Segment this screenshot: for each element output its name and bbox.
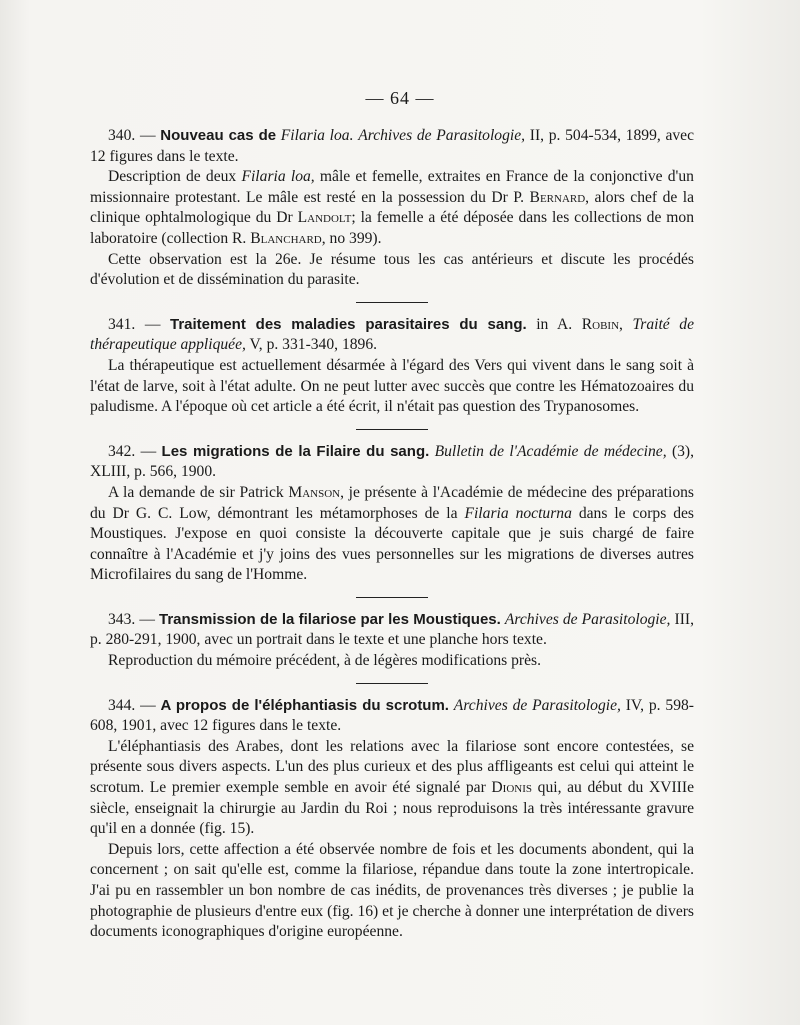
entry-paragraph: La thérapeutique est actuellement désarmée à l'égard des Vers qui vivent dans le sang soit à l'état de larve, soit à l'état adulte. On ne peut lutter avec succès que contre les Hématozoaires du paludisme. A l'époque où cet article a été écrit, il n'était pas question des Trypanosomes. [90, 356, 694, 416]
italic-run: Filaria loa, [241, 168, 315, 186]
separator-rule [356, 429, 428, 430]
entry-title: Traitement des maladies parasitaires du sang. [169, 315, 527, 333]
entry-title: A propos de l'éléphantiasis du scrotum. [160, 696, 449, 714]
entry-paragraph: Depuis lors, cette affection a été observée nombre de fois et les documents abondent, qui la concernent ; on sait qu'elle est, comme la filariose, répandue dans toute la zone intertropicale. J'ai pu en rassembler un bon nombre de cas inédits, de provenances très diverses ; je publie la photographie de plusieurs d'entre eux (fig. 16) et je cherche à donner une interprétation de divers documents iconographiques d'origine européenne. [90, 840, 694, 941]
entry-reference: II, p. 504-534, 1899, avec 12 figures dans le texte. [90, 127, 695, 165]
entry-343 [90, 610, 694, 672]
entry-number: 341. — [108, 315, 161, 333]
text-run: je présente à l'Académie de médecine des préparations du Dr G. C. Low, démontrant les métamorphoses de la [90, 483, 694, 522]
text-run: mâle et femelle, extraites en France de la conjonctive d'un missionnaire protestant. Le mâle est resté en la possession du Dr P. [90, 168, 694, 206]
entry-reference: IV, p. 598-608, 1901, avec 12 figures dans le texte. [90, 696, 694, 735]
entry-paragraph: Reproduction du mémoire précédent, à de légères modifications près. [108, 652, 542, 670]
entry-paragraph [90, 483, 694, 586]
text-run: ; la femelle a été déposée dans les collections de mon laboratoire (collection R. [90, 209, 694, 247]
separator-rule [356, 683, 428, 684]
entry-title: Nouveau cas de [160, 127, 277, 144]
text-run: alors chef de la clinique ophtalmologique du Dr [90, 188, 694, 227]
entry-342 [90, 442, 694, 586]
entry-reference: III, p. 280-291, 1900, avec un portrait dans le texte et une planche hors texte. [90, 610, 694, 649]
entry-reference: V, p. 331-340, 1896. [249, 336, 378, 354]
author-name: Landolt [297, 209, 352, 227]
text-run: L'éléphantiasis des Arabes, dont les relations avec la filariose sont encore contestées, se présente sous divers aspects. L'un des plus curieux et des plus affligeants est celui qui atteint le scrotum. Le premier exemple semble en avoir été signalé par [90, 737, 694, 797]
entry-source: Traité de thérapeutique appliquée, [90, 315, 694, 354]
author-name: Bernard, [529, 188, 590, 206]
author-name: Manson, [288, 483, 344, 501]
text-run: A la demande de sir Patrick [108, 483, 284, 501]
entry-source: Archives de Parasitologie, [453, 696, 621, 714]
page-number: — 64 — [365, 88, 435, 108]
entry-number: 343. — [108, 610, 155, 628]
page-body [90, 126, 694, 943]
text-run: dans le corps des Moustiques. J'expose en quoi consiste la découverte capitale que je suis chargé de faire connaître à l'Académie et j'y joins des vues personnelles sur les migrations de diverses autres Microfilaires du sang de l'Homme. [90, 504, 694, 584]
entry-340 [90, 126, 694, 291]
entry-heading [90, 696, 694, 737]
entry-source: Bulletin de l'Académie de médecine, [434, 442, 667, 460]
text-run: Description de deux [108, 168, 237, 186]
author-name: Blanchard, [250, 229, 326, 247]
separator-rule [356, 597, 428, 598]
author-name: Robin, [581, 315, 623, 333]
entry-341 [90, 315, 694, 418]
entry-heading [90, 442, 694, 483]
italic-run: Filaria nocturna [464, 504, 572, 522]
entry-reference: (3), XLIII, p. 566, 1900. [90, 442, 695, 481]
text-run: no 399). [329, 229, 382, 247]
text-run: qui, au début du XVIIIe siècle, enseignait la chirurgie au Jardin du Roi ; nous reproduisons la très intéressante gravure qu'il en a donnée (fig. 15). [90, 779, 694, 838]
entry-heading [90, 126, 694, 167]
entry-paragraph [90, 737, 694, 840]
entry-title-italic: Filaria loa. [280, 127, 354, 144]
entry-344 [90, 696, 694, 943]
author-name: Dionis [491, 779, 533, 797]
entry-source: Archives de Parasitologie, [504, 610, 671, 628]
entry-number: 344. — [108, 696, 156, 714]
entry-heading [90, 610, 694, 651]
entry-paragraph [90, 167, 694, 249]
entry-paragraph: Cette observation est la 26e. Je résume tous les cas antérieurs et discute les procédés d'évolution et de dissémination du parasite. [90, 250, 694, 289]
entry-source: Archives de Parasitologie, [358, 127, 526, 144]
entry-number: 342. — [108, 442, 157, 460]
entry-title: Les migrations de la Filaire du sang. [161, 442, 430, 460]
entry-number: 340. — [108, 127, 156, 144]
entry-title: Transmission de la filariose par les Moustiques. [158, 610, 501, 628]
separator-rule [356, 302, 428, 303]
entry-heading [90, 315, 694, 356]
text-run: in A. [536, 315, 573, 333]
